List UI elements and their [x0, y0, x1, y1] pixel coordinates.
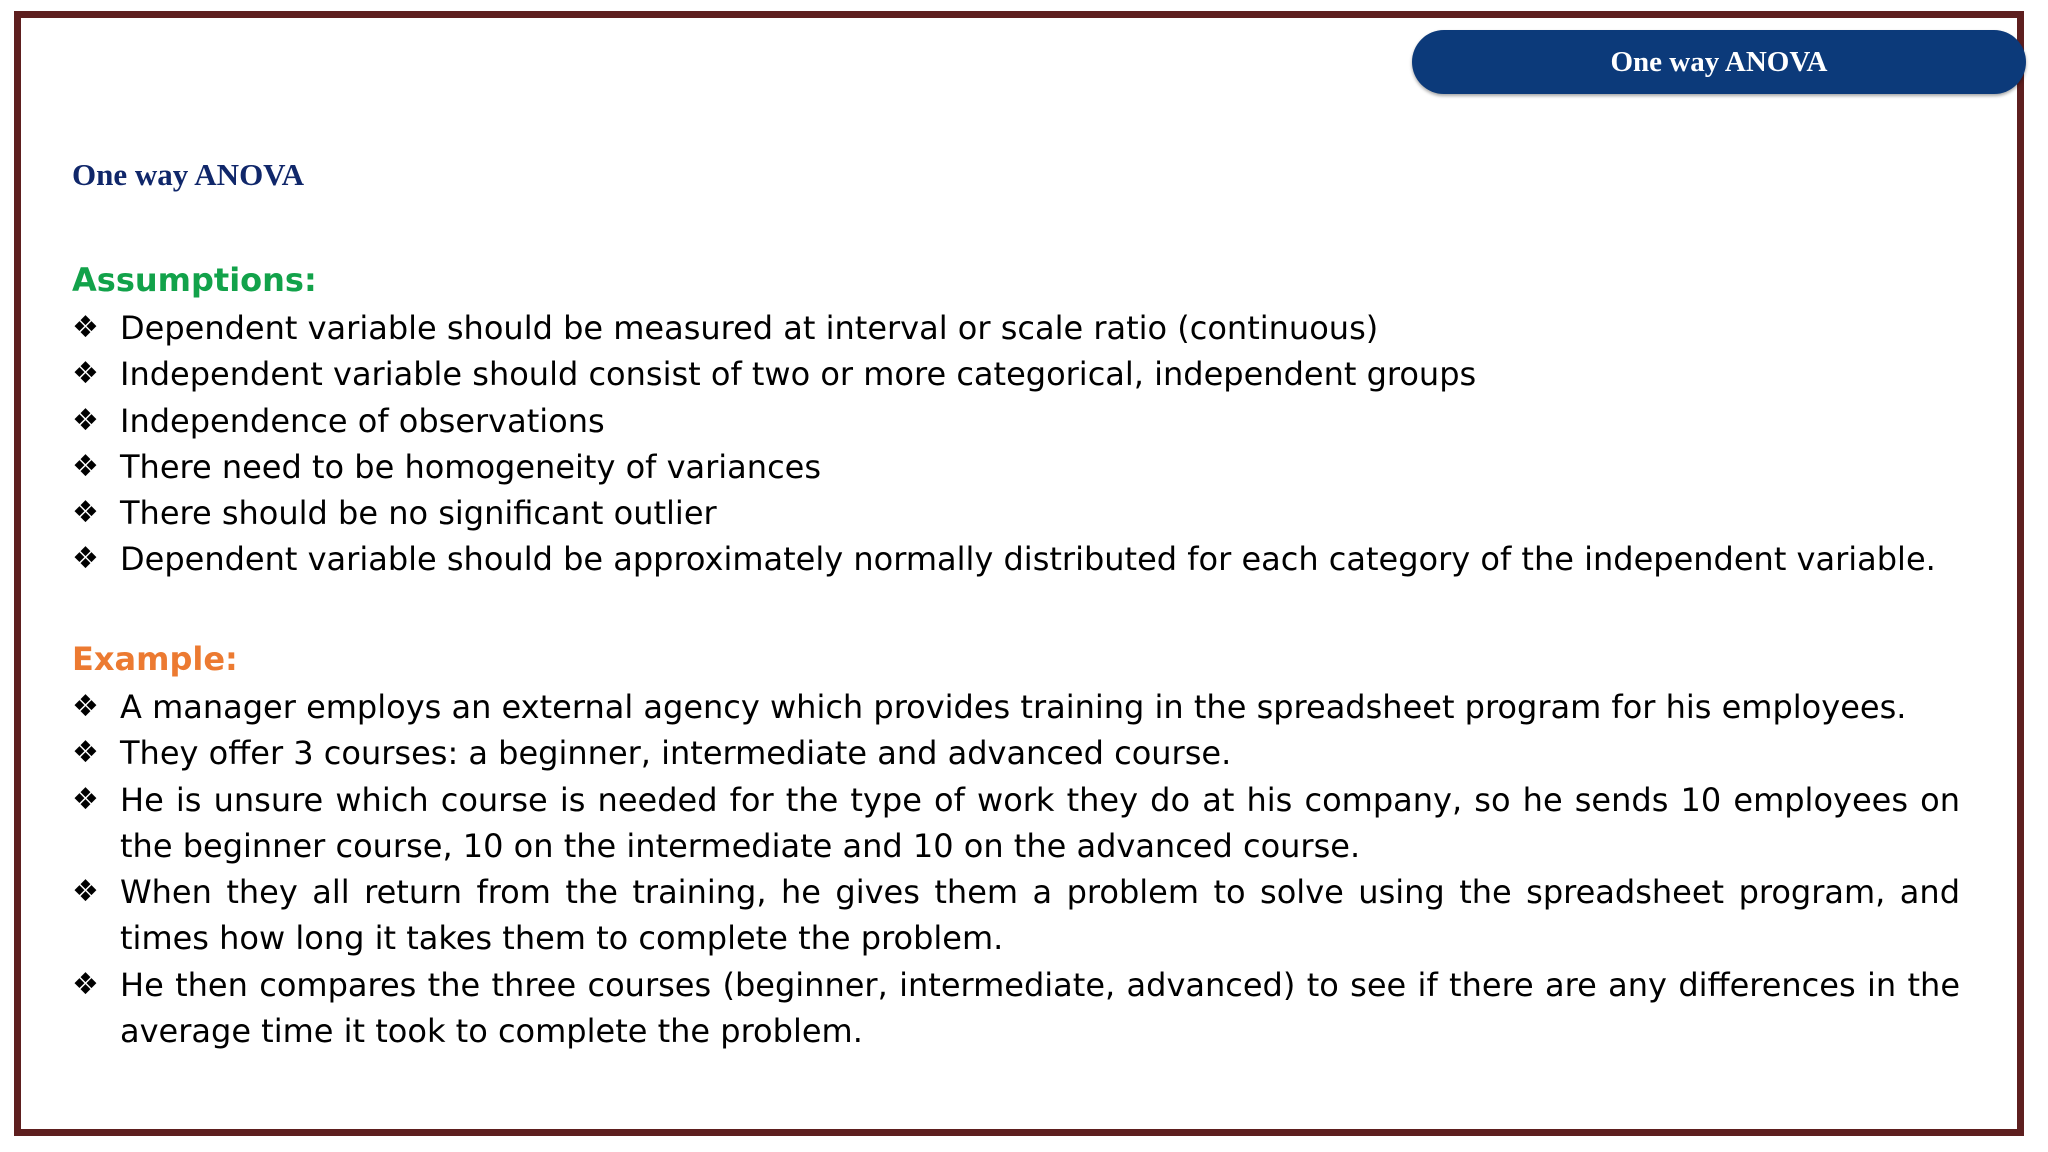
assumptions-heading: Assumptions:: [72, 261, 317, 299]
slide-subtitle: One way ANOVA: [72, 157, 304, 192]
assumptions-list: [72, 305, 1960, 583]
example-item: [72, 684, 1960, 730]
diamond-bullet-icon: ❖: [72, 966, 99, 1002]
assumption-text: There need to be homogeneity of variances: [120, 447, 822, 486]
assumption-item: [72, 490, 1960, 536]
assumption-item: [72, 444, 1960, 490]
diamond-bullet-icon: ❖: [72, 781, 99, 817]
example-text: He is unsure which course is needed for the type of work they do at his company, so he sends 10 employees on the beginner course, 10 on the intermediate and 10 on the advanced course.: [120, 780, 1960, 865]
diamond-bullet-icon: ❖: [72, 541, 99, 577]
example-text: When they all return from the training, he gives them a problem to solve using the spreadsheet program, and times how long it takes them to complete the problem.: [120, 873, 1960, 958]
assumption-item: [72, 398, 1960, 444]
assumption-text: Independent variable should consist of two or more categorical, independent groups: [120, 355, 1477, 394]
assumption-text: Dependent variable should be approximately normally distributed for each category of the independent variable.: [120, 540, 1936, 579]
diamond-bullet-icon: ❖: [72, 448, 99, 484]
diamond-bullet-icon: ❖: [72, 495, 99, 531]
assumption-text: Dependent variable should be measured at interval or scale ratio (continuous): [120, 309, 1379, 347]
assumption-item: [72, 351, 1960, 397]
example-item: [72, 730, 1960, 776]
assumption-text: Independence of observations: [120, 401, 605, 440]
example-item: [72, 962, 1960, 1055]
assumption-text: There should be no significant outlier: [120, 494, 717, 533]
diamond-bullet-icon: ❖: [72, 356, 99, 392]
header-badge: [1412, 30, 2026, 94]
example-item: [72, 869, 1960, 962]
diamond-bullet-icon: ❖: [72, 310, 99, 345]
assumption-item: [72, 536, 1960, 582]
diamond-bullet-icon: ❖: [72, 689, 99, 724]
diamond-bullet-icon: ❖: [72, 735, 99, 771]
example-list: [72, 684, 1960, 1054]
diamond-bullet-icon: ❖: [72, 402, 99, 438]
example-text: A manager employs an external agency which provides training in the spreadsheet program for his employees.: [120, 688, 1907, 726]
example-text: He then compares the three courses (beginner, intermediate, advanced) to see if there are any differences in the average time it took to complete the problem.: [120, 965, 1960, 1051]
example-text: They offer 3 courses: a beginner, intermediate and advanced course.: [120, 734, 1232, 773]
example-heading: Example:: [72, 640, 238, 678]
header-badge-label: One way ANOVA: [1610, 45, 1828, 78]
diamond-bullet-icon: ❖: [72, 874, 99, 910]
assumption-item: [72, 305, 1960, 351]
example-item: [72, 777, 1960, 870]
